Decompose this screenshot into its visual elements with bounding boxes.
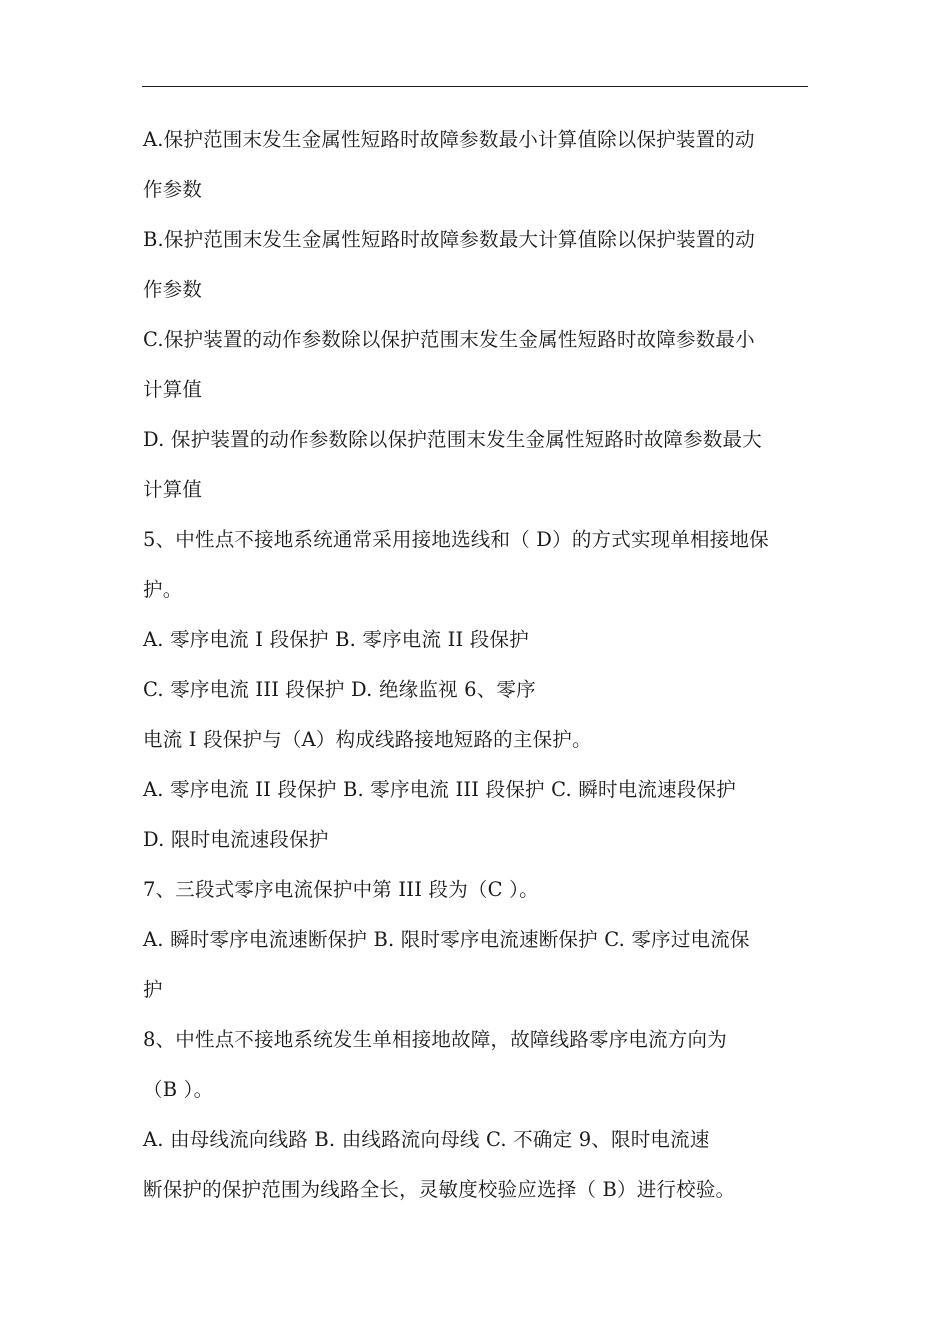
text-line: 作参数 (143, 278, 203, 301)
text-line: 计算值 (143, 478, 203, 501)
question-5: 5、中性点不接地系统通常采用接地选线和（ D）的方式实现单相接地保 (143, 528, 769, 551)
text-line: 护。 (143, 578, 183, 601)
text-line: A. 零序电流 II 段保护 B. 零序电流 III 段保护 C. 瞬时电流速段保护 (143, 778, 736, 801)
text-line: A.保护范围末发生金属性短路时故障参数最小计算值除以保护装置的动 (143, 128, 755, 151)
document-body (143, 115, 808, 1215)
text-line: （B ）。 (143, 1078, 214, 1101)
text-line: 护 (143, 978, 163, 1001)
text-line: C. 零序电流 III 段保护 D. 绝缘监视 6、零序 (143, 678, 536, 701)
text-line: A. 瞬时零序电流速断保护 B. 限时零序电流速断保护 C. 零序过电流保 (143, 928, 750, 951)
text-line: 计算值 (143, 378, 203, 401)
text-line: A. 零序电流 I 段保护 B. 零序电流 II 段保护 (143, 628, 529, 651)
header-rule (142, 86, 808, 87)
text-line: B.保护范围末发生金属性短路时故障参数最大计算值除以保护装置的动 (143, 228, 755, 251)
question-6: 电流 I 段保护与（A）构成线路接地短路的主保护。 (143, 728, 592, 751)
question-9: 断保护的保护范围为线路全长，灵敏度校验应选择（ B）进行校验。 (143, 1178, 736, 1201)
text-line: D. 限时电流速段保护 (143, 828, 329, 851)
question-8: 8、中性点不接地系统发生单相接地故障，故障线路零序电流方向为 (143, 1028, 727, 1051)
text-line: 作参数 (143, 178, 203, 201)
question-7: 7、三段式零序电流保护中第 III 段为（C ）。 (143, 878, 539, 901)
text-line: D. 保护装置的动作参数除以保护范围末发生金属性短路时故障参数最大 (143, 428, 762, 451)
text-line: C.保护装置的动作参数除以保护范围末发生金属性短路时故障参数最小 (143, 328, 755, 351)
text-line: A. 由母线流向线路 B. 由线路流向母线 C. 不确定 9、限时电流速 (143, 1128, 710, 1151)
